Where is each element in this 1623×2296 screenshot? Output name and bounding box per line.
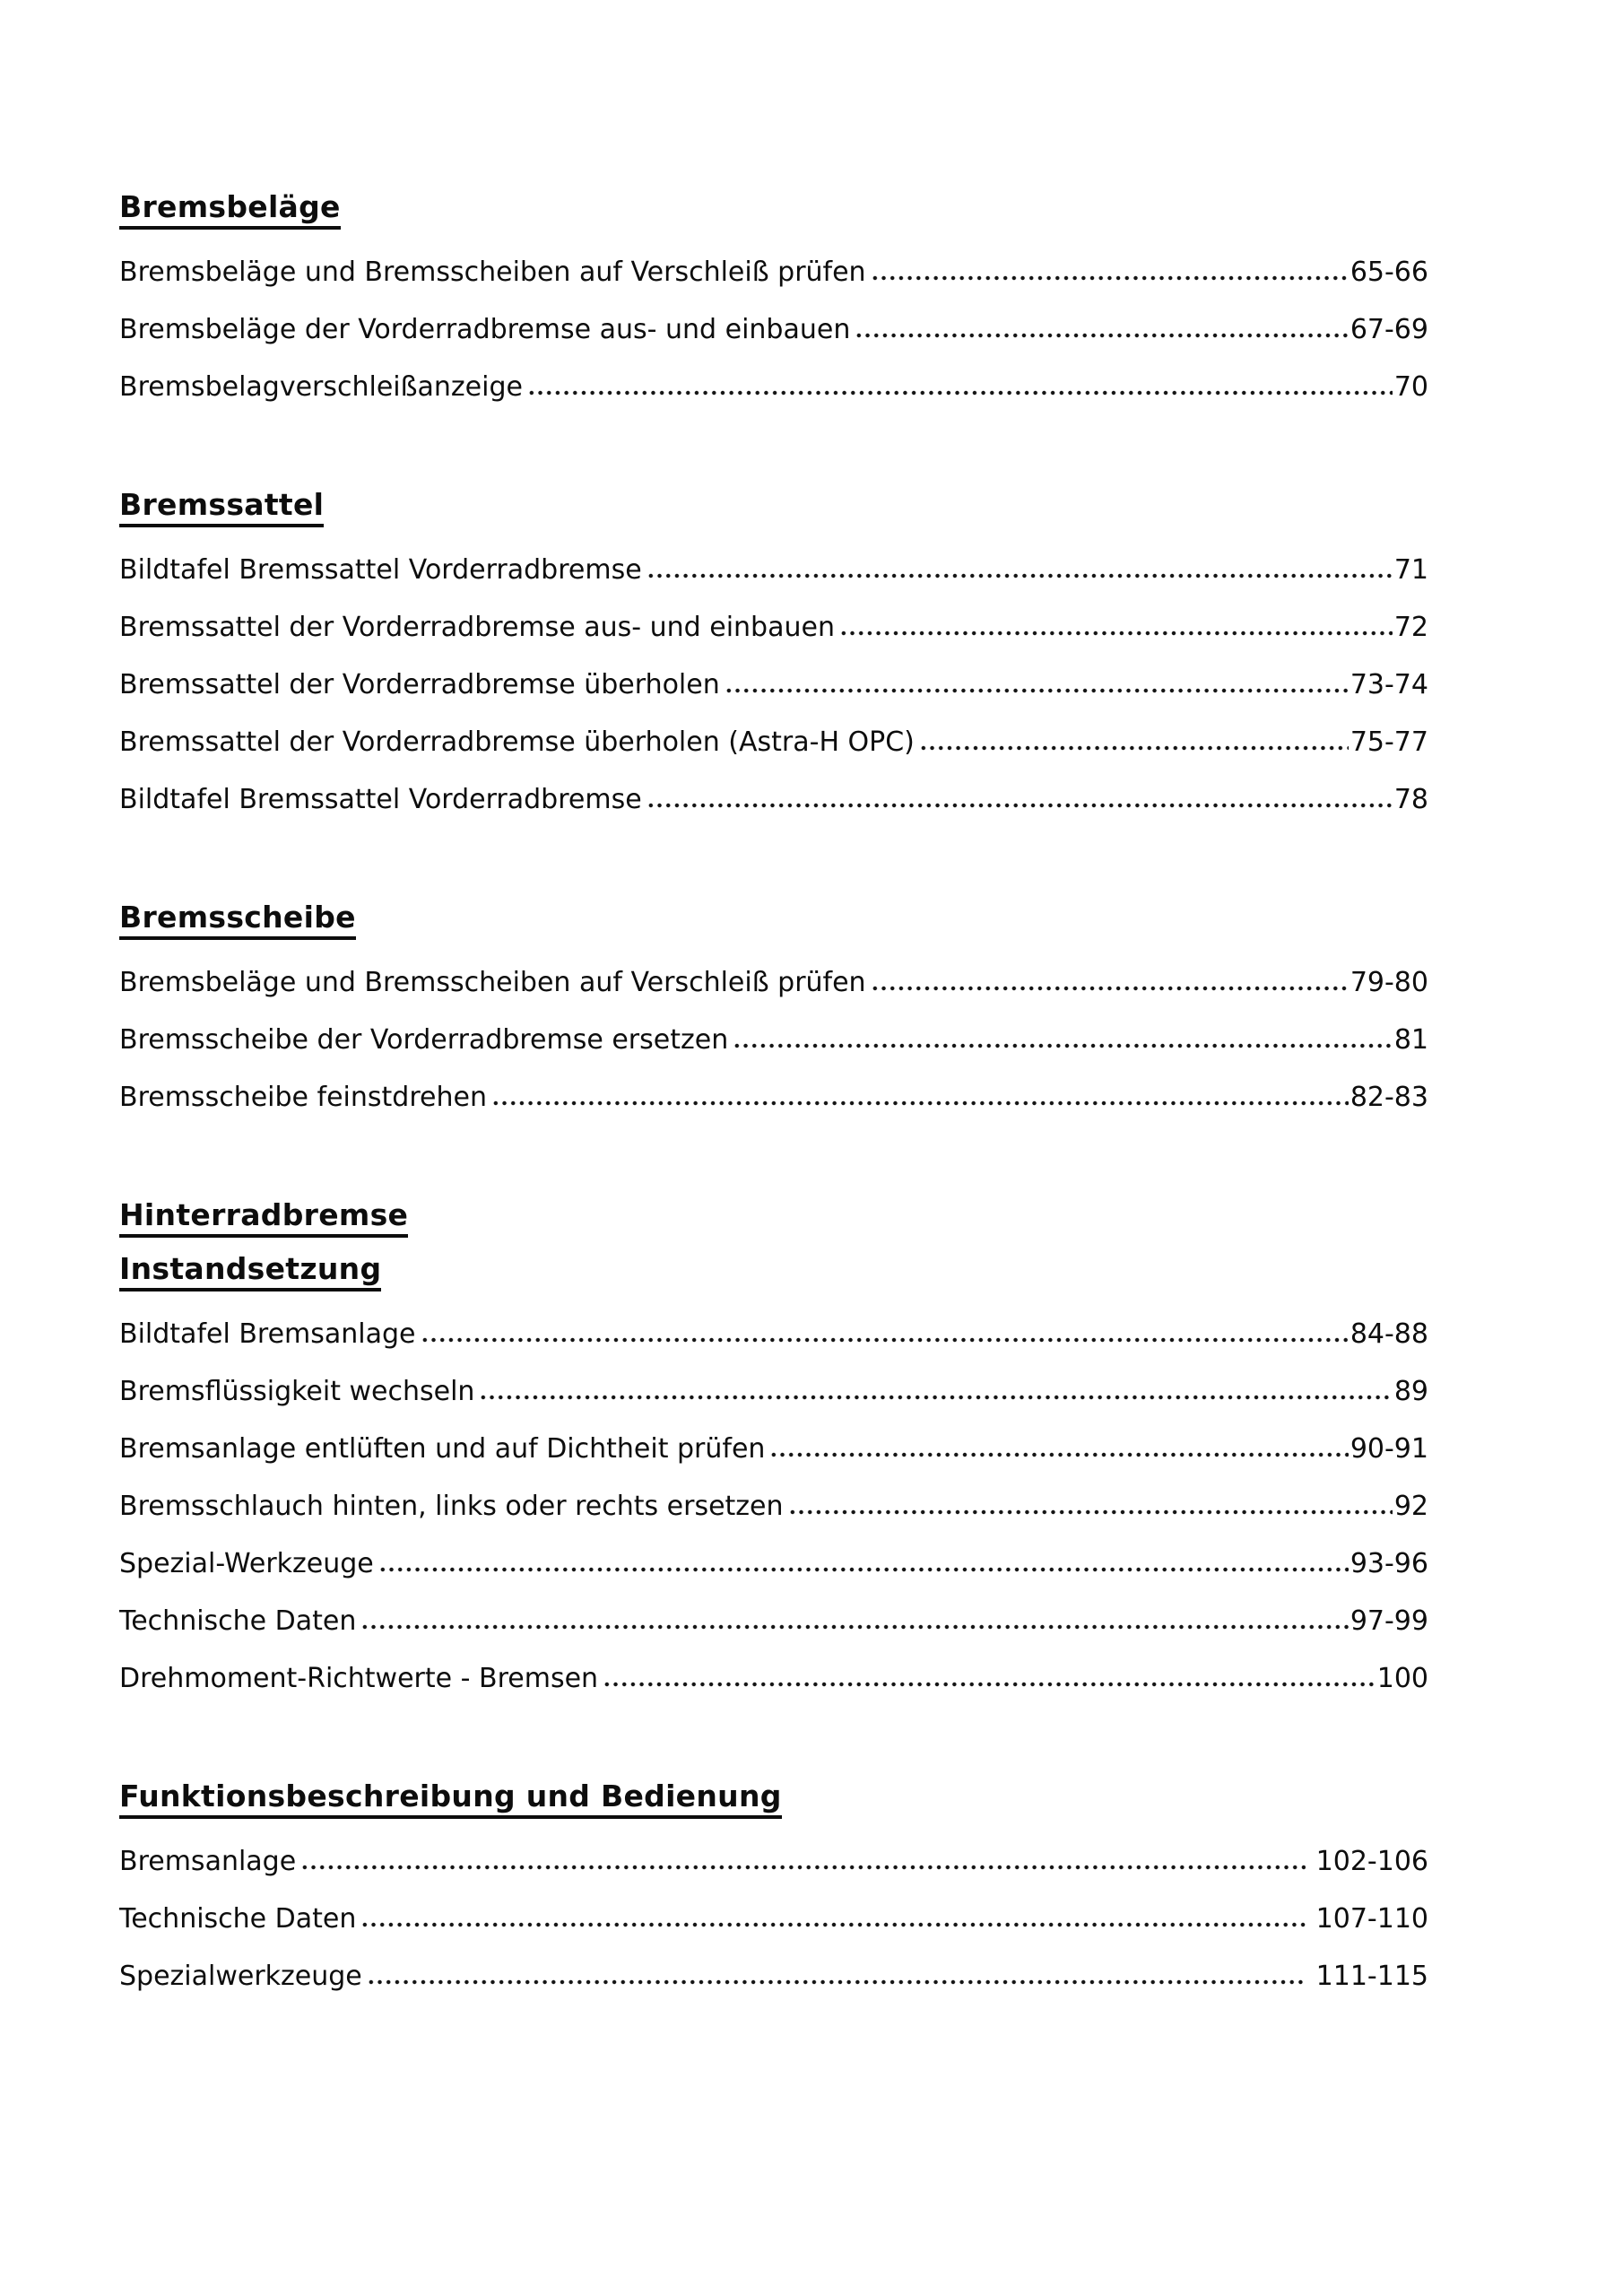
- dot-leader: [527, 365, 1393, 396]
- dot-leader: [360, 1599, 1348, 1630]
- toc-entry: [119, 1363, 1428, 1421]
- toc-entry-pages: 73-74: [1350, 669, 1428, 700]
- toc-entry: [119, 1012, 1428, 1069]
- dot-leader: [769, 1427, 1348, 1457]
- toc-entry-label: Bremsanlage: [119, 1846, 297, 1877]
- toc-entry-pages: 81: [1393, 1024, 1428, 1056]
- toc-entry-label: Bildtafel Bremsanlage: [119, 1318, 416, 1350]
- dot-leader: [839, 605, 1393, 636]
- toc-entry: [119, 1535, 1428, 1593]
- toc-entry-label: Bremsschlauch hinten, links oder rechts ersetzen: [119, 1491, 784, 1522]
- dot-leader: [378, 1542, 1349, 1572]
- section-heading: Bremsscheibe: [119, 900, 356, 940]
- toc-entry-pages: 78: [1393, 784, 1428, 815]
- toc-entry: [119, 301, 1428, 359]
- toc-section-bremsscheibe: [119, 900, 1428, 1126]
- section-rows: [119, 954, 1428, 1126]
- toc-entry-pages: 102-106: [1315, 1846, 1428, 1877]
- toc-entry-label: Spezialwerkzeuge: [119, 1961, 362, 1992]
- toc-entry-label: Technische Daten: [119, 1605, 357, 1637]
- toc-entry-label: Bremsbeläge der Vorderradbremse aus- und einbauen: [119, 314, 851, 345]
- toc-entry: [119, 771, 1428, 829]
- toc-section-funktionsbeschreibung: [119, 1779, 1428, 2005]
- toc-entry-pages: 89: [1393, 1376, 1428, 1407]
- toc-section-bremssattel: [119, 488, 1428, 829]
- section-heading-line: [119, 900, 1428, 940]
- toc-entry: [119, 1421, 1428, 1478]
- dot-leader: [647, 778, 1393, 808]
- toc-entry: [119, 359, 1428, 416]
- toc-entry-label: Bildtafel Bremssattel Vorderradbremse: [119, 784, 642, 815]
- section-rows: [119, 542, 1428, 829]
- dot-leader: [871, 250, 1349, 281]
- section-heading-line: [119, 1198, 1428, 1238]
- toc-entry-pages: 65-66: [1350, 257, 1428, 288]
- dot-leader: [788, 1484, 1393, 1515]
- toc-entry-label: Bremsscheibe der Vorderradbremse ersetzen: [119, 1024, 729, 1056]
- toc-entry: [119, 542, 1428, 599]
- toc-entry-pages: 92: [1393, 1491, 1428, 1522]
- toc-entry-label: Bremsscheibe feinstdrehen: [119, 1082, 487, 1113]
- toc-section-bremsbelaege: [119, 190, 1428, 416]
- toc-entry-pages: 70: [1393, 371, 1428, 403]
- dot-leader: [300, 1839, 1305, 1870]
- toc-entry: [119, 1891, 1428, 1948]
- section-rows: [119, 1833, 1428, 2005]
- toc-entry: [119, 657, 1428, 714]
- toc-entry-pages: 100: [1376, 1663, 1428, 1694]
- dot-leader: [603, 1657, 1376, 1687]
- toc-section-hinterradbremse-instandsetzung: [119, 1198, 1428, 1708]
- section-heading: Hinterradbremse: [119, 1198, 408, 1238]
- section-heading: Bremsbeläge: [119, 190, 341, 230]
- toc-entry-label: Bremssattel der Vorderradbremse überholen (Astra-H OPC): [119, 726, 915, 758]
- toc-entry-pages: 90-91: [1350, 1433, 1428, 1465]
- toc-entry-label: Bremsbeläge und Bremsscheiben auf Verschleiß prüfen: [119, 257, 866, 288]
- section-rows: [119, 244, 1428, 416]
- toc-entry-label: Bremsflüssigkeit wechseln: [119, 1376, 475, 1407]
- toc-entry-pages: 72: [1393, 612, 1428, 643]
- toc-entry-pages: 111-115: [1315, 1961, 1428, 1992]
- toc-entry-label: Bremsanlage entlüften und auf Dichtheit prüfen: [119, 1433, 766, 1465]
- dot-leader: [421, 1312, 1349, 1343]
- toc-entry-label: Bremsbeläge und Bremsscheiben auf Verschleiß prüfen: [119, 967, 866, 998]
- toc-entry-pages: 79-80: [1350, 967, 1428, 998]
- toc-entry-label: Bremsbelagverschleißanzeige: [119, 371, 523, 403]
- dot-leader: [491, 1075, 1349, 1106]
- toc-entry: [119, 1306, 1428, 1363]
- toc-entry: [119, 1478, 1428, 1535]
- toc-entry-pages: 71: [1393, 554, 1428, 586]
- toc-entry-label: Bremssattel der Vorderradbremse aus- und einbauen: [119, 612, 835, 643]
- toc-entry-label: Technische Daten: [119, 1903, 357, 1935]
- toc-entry-label: Bremssattel der Vorderradbremse überholen: [119, 669, 720, 700]
- toc-entry-pages: 93-96: [1350, 1548, 1428, 1579]
- toc-entry: [119, 1948, 1428, 2005]
- section-heading: Bremssattel: [119, 488, 324, 527]
- toc-entry-label: Drehmoment-Richtwerte - Bremsen: [119, 1663, 599, 1694]
- toc-entry-pages: 97-99: [1350, 1605, 1428, 1637]
- toc-entry: [119, 1593, 1428, 1650]
- section-heading-line: [119, 1252, 1428, 1292]
- toc-entry-label: Bildtafel Bremssattel Vorderradbremse: [119, 554, 642, 586]
- toc-entry-pages: 75-77: [1350, 726, 1428, 758]
- toc-entry-pages: 107-110: [1315, 1903, 1428, 1935]
- toc-entry: [119, 1650, 1428, 1708]
- toc-entry: [119, 1069, 1428, 1126]
- toc-entry: [119, 954, 1428, 1012]
- section-heading-line: [119, 488, 1428, 527]
- dot-leader: [360, 1897, 1305, 1927]
- toc-entry-pages: 84-88: [1350, 1318, 1428, 1350]
- section-heading-line: [119, 1779, 1428, 1819]
- dot-leader: [725, 663, 1349, 693]
- toc-entry-pages: 67-69: [1350, 314, 1428, 345]
- dot-leader: [871, 961, 1349, 991]
- toc-entry-label: Spezial-Werkzeuge: [119, 1548, 374, 1579]
- dot-leader: [855, 308, 1348, 338]
- section-rows: [119, 1306, 1428, 1708]
- dot-leader: [647, 548, 1393, 578]
- dot-leader: [367, 1954, 1306, 1985]
- toc-entry: [119, 244, 1428, 301]
- toc-entry-pages: 82-83: [1350, 1082, 1428, 1113]
- dot-leader: [479, 1370, 1392, 1400]
- dot-leader: [919, 720, 1349, 751]
- toc-entry: [119, 714, 1428, 771]
- toc-entry: [119, 1833, 1428, 1891]
- section-heading: Funktionsbeschreibung und Bedienung: [119, 1779, 782, 1819]
- toc-entry: [119, 599, 1428, 657]
- section-subheading: Instandsetzung: [119, 1252, 381, 1292]
- dot-leader: [733, 1018, 1393, 1048]
- section-heading-line: [119, 190, 1428, 230]
